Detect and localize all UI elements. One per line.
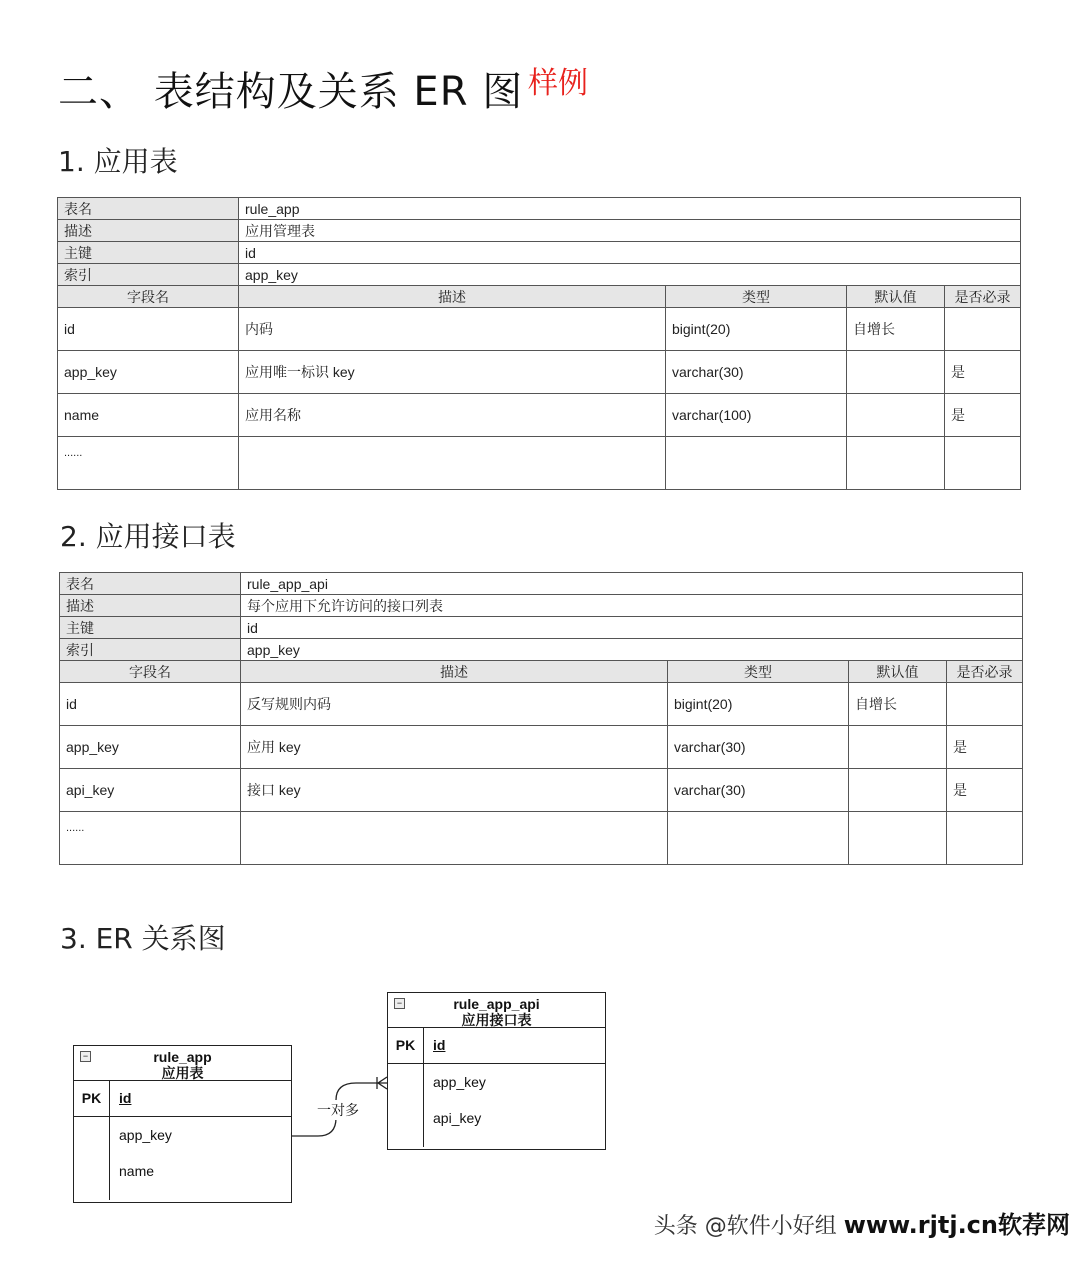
column-header: 描述	[239, 286, 666, 308]
pk-row	[74, 1081, 291, 1117]
column-header: 类型	[668, 661, 849, 683]
cell: 内码	[239, 308, 666, 351]
entity-subtitle: 应用表	[161, 1065, 204, 1081]
column-header: 字段名	[60, 661, 241, 683]
meta-value: app_key	[241, 639, 1023, 661]
entity-name: rule_app_api	[453, 996, 540, 1012]
meta-value: id	[241, 617, 1023, 639]
cell: varchar(30)	[668, 726, 849, 769]
cell: api_key	[60, 769, 241, 812]
section1-heading: 1. 应用表	[58, 145, 178, 178]
column-header: 默认值	[847, 286, 945, 308]
column-header: 是否必录	[945, 286, 1021, 308]
page-title: 二、 表结构及关系 ER 图	[58, 69, 524, 115]
pk-field: id	[433, 1037, 446, 1053]
cell: 应用唯一标识 key	[239, 351, 666, 394]
cell: id	[58, 308, 239, 351]
meta-key: 描述	[58, 220, 239, 242]
entity-subtitle: 应用接口表	[461, 1012, 532, 1028]
pk-row	[388, 1028, 605, 1064]
meta-value: app_key	[239, 264, 1021, 286]
meta-key: 索引	[58, 264, 239, 286]
cell: bigint(20)	[668, 683, 849, 726]
entity-name: rule_app	[153, 1049, 212, 1065]
cell: varchar(100)	[666, 394, 847, 437]
column-header: 默认值	[849, 661, 947, 683]
watermark-site: www.rjtj.cn软荐网	[843, 1211, 1070, 1239]
pk-label: PK	[388, 1028, 424, 1063]
cell: 接口 key	[241, 769, 668, 812]
minus-square-icon[interactable]: −	[80, 1051, 91, 1062]
cell: 应用 key	[241, 726, 668, 769]
meta-value: rule_app	[239, 198, 1021, 220]
meta-value: 应用管理表	[239, 220, 1021, 242]
cell: 自增长	[847, 308, 945, 351]
pk-label: PK	[74, 1081, 110, 1116]
cell: 是	[945, 394, 1021, 437]
field-item: app_key	[433, 1074, 486, 1090]
crows-foot-mark	[378, 1083, 387, 1089]
cell: 是	[947, 769, 1023, 812]
meta-value: 每个应用下允许访问的接口列表	[241, 595, 1023, 617]
column-header: 描述	[241, 661, 668, 683]
meta-value: rule_app_api	[241, 573, 1023, 595]
meta-key: 表名	[58, 198, 239, 220]
cell: 自增长	[849, 683, 947, 726]
cell: 反写规则内码	[241, 683, 668, 726]
column-header: 字段名	[58, 286, 239, 308]
column-header: 是否必录	[947, 661, 1023, 683]
entity-rule-app-api[interactable]	[387, 992, 606, 1150]
field-item: app_key	[119, 1127, 172, 1143]
field-list	[388, 1064, 605, 1147]
cell: ......	[60, 812, 241, 865]
meta-key: 主键	[60, 617, 241, 639]
cell: varchar(30)	[668, 769, 849, 812]
field-item: name	[119, 1163, 155, 1179]
column-header: 类型	[666, 286, 847, 308]
watermark	[654, 1205, 1070, 1240]
cell: app_key	[58, 351, 239, 394]
cell: 是	[947, 726, 1023, 769]
cell: bigint(20)	[666, 308, 847, 351]
entity-rule-app[interactable]	[73, 1045, 292, 1203]
cell: 是	[945, 351, 1021, 394]
meta-key: 表名	[60, 573, 241, 595]
meta-key: 描述	[60, 595, 241, 617]
meta-value: id	[239, 242, 1021, 264]
meta-key: 主键	[58, 242, 239, 264]
field-list	[74, 1117, 291, 1200]
watermark-text: 头条 @软件小好组	[653, 1214, 837, 1239]
cell: app_key	[60, 726, 241, 769]
section3-heading: 3. ER 关系图	[60, 922, 226, 955]
cell: ......	[58, 437, 239, 490]
minus-square-icon[interactable]: −	[394, 998, 405, 1009]
sample-label: 样例	[528, 66, 588, 101]
entity-header	[74, 1046, 291, 1081]
section2-heading: 2. 应用接口表	[60, 520, 236, 553]
cell: varchar(30)	[666, 351, 847, 394]
pk-field: id	[119, 1090, 132, 1106]
cell: id	[60, 683, 241, 726]
relation-label: 一对多	[317, 1102, 359, 1118]
field-item: api_key	[433, 1110, 482, 1126]
cell: name	[58, 394, 239, 437]
meta-key: 索引	[60, 639, 241, 661]
crows-foot-mark	[378, 1077, 387, 1083]
entity-header	[388, 993, 605, 1028]
cell: 应用名称	[239, 394, 666, 437]
